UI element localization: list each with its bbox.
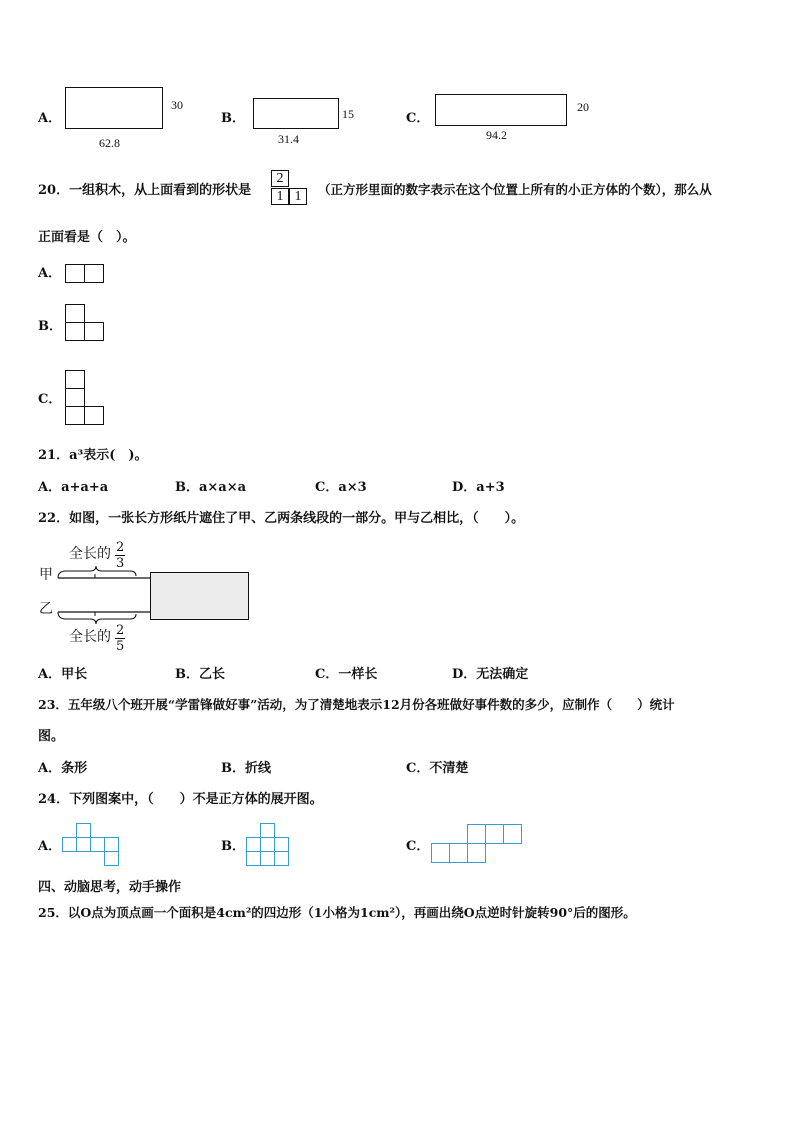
q19-option-a-rect xyxy=(65,87,163,129)
q21-option-c[interactable]: C．a×3 xyxy=(315,480,367,495)
yi-label: 乙 xyxy=(39,601,53,617)
jia-label-prefix: 全长的 xyxy=(69,546,111,562)
jia-fraction-denominator: 3 xyxy=(116,556,125,571)
yi-fraction-denominator: 5 xyxy=(116,639,125,654)
q21-option-d[interactable]: D．a+3 xyxy=(452,480,505,495)
q23-option-a[interactable]: A．条形 xyxy=(38,761,88,776)
q19-option-c-width: 94.2 xyxy=(486,128,507,142)
jia-fraction-numerator: 2 xyxy=(116,540,125,555)
q20-text-line2: 正面看是（ ）。 xyxy=(38,230,136,245)
q21-option-b[interactable]: B．a×a×a xyxy=(175,480,247,495)
q19-option-c-height: 20 xyxy=(577,100,589,114)
q19-option-a-width: 62.8 xyxy=(99,136,120,150)
q22-option-d[interactable]: D．无法确定 xyxy=(452,667,529,682)
q19-option-b-label[interactable]: B． xyxy=(221,111,245,126)
q23-text-line2: 图。 xyxy=(38,729,65,744)
top-view-cell-bottom-right: 1 xyxy=(289,188,307,205)
q19-option-a-height: 30 xyxy=(171,98,183,112)
covering-paper xyxy=(150,572,249,620)
section-4-title: 四、动脑思考，动手操作 xyxy=(38,880,182,895)
q24-option-a-label[interactable]: A． xyxy=(38,839,62,854)
q20-option-b-label[interactable]: B． xyxy=(38,319,62,334)
q25-text: 25．以O点为顶点画一个面积是4cm²的四边形（1小格为1cm²），再画出绕O点逆时针旋转90°后的图形。 xyxy=(38,905,636,920)
q20-text-part2: （正方形里面的数字表示在这个位置上所有的小正方体的个数），那么从 xyxy=(318,182,712,197)
q19-option-c-label[interactable]: C． xyxy=(406,111,430,126)
top-view-cell-bottom-left: 1 xyxy=(271,188,289,205)
q20-option-a-label[interactable]: A． xyxy=(38,266,62,281)
q21-option-a[interactable]: A．a+a+a xyxy=(38,480,109,495)
q19-option-b-width: 31.4 xyxy=(278,132,299,146)
q20-top-view xyxy=(271,170,311,208)
q23-text-line1: 23．五年级八个班开展“学雷锋做好事”活动，为了清楚地表示12月份各班做好事件数的多少，应制作（ ）统计 xyxy=(38,697,675,712)
top-view-cell-top: 2 xyxy=(271,170,289,187)
q23-option-b[interactable]: B．折线 xyxy=(221,761,271,776)
q21-text: 21．a³表示( )。 xyxy=(38,448,148,463)
q22-option-b[interactable]: B．乙长 xyxy=(175,667,225,682)
q19-option-b-rect xyxy=(253,98,339,129)
q22-option-c[interactable]: C．一样长 xyxy=(315,667,378,682)
q24-option-c-label[interactable]: C． xyxy=(406,839,430,854)
q22-option-a[interactable]: A．甲长 xyxy=(38,667,88,682)
jia-label: 甲 xyxy=(39,567,53,583)
q24-option-b-label[interactable]: B． xyxy=(221,839,245,854)
q22-text: 22．如图，一张长方形纸片遮住了甲、乙两条线段的一部分。甲与乙相比，（ ）。 xyxy=(38,511,525,526)
q24-text: 24．下列图案中，（ ）不是正方体的展开图。 xyxy=(38,792,323,807)
q19-option-b-height: 15 xyxy=(342,107,354,121)
q20-option-c-label[interactable]: C． xyxy=(38,392,62,407)
yi-label-prefix: 全长的 xyxy=(69,629,111,645)
q23-option-c[interactable]: C．不清楚 xyxy=(406,761,469,776)
q19-option-a-label[interactable]: A． xyxy=(38,111,62,126)
yi-fraction-numerator: 2 xyxy=(116,623,125,638)
q20-text-part1: 20．一组积木，从上面看到的形状是 xyxy=(38,183,252,198)
q19-option-c-rect xyxy=(435,94,567,126)
q22-diagram xyxy=(38,538,258,653)
